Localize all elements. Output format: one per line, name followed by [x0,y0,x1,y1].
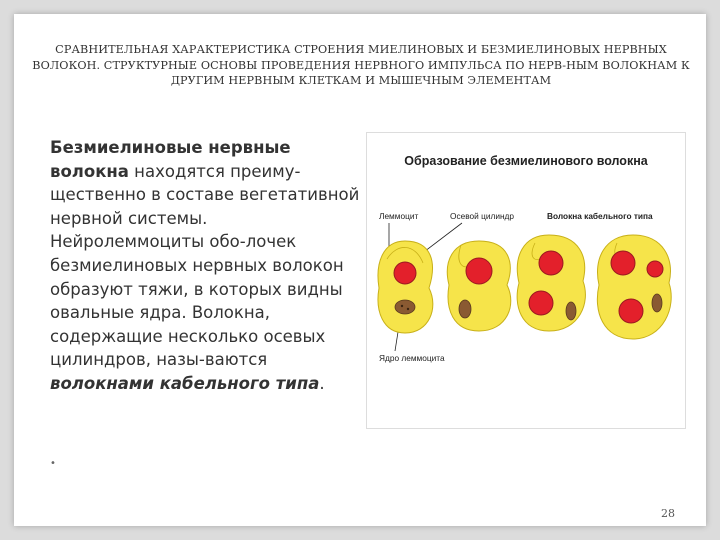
term-unmyelinated: Безмиелиновые нервные волокна [50,138,291,181]
paragraph-1 [50,136,360,230]
nucleus [652,294,662,312]
term-cable-fibers: волокнами кабельного типа [50,373,320,393]
nucleus [395,300,415,314]
paragraph-1-rest: находятся преиму-щественно в составе вегетативной нервной системы. [50,161,360,228]
label-lemmocyte-nucleus: Ядро леммоцита [379,353,445,363]
slide-title: СРАВНИТЕЛЬНАЯ ХАРАКТЕРИСТИКА СТРОЕНИЯ МИЕЛИНОВЫХ И БЕЗМИЕЛИНОВЫХ НЕРВНЫХ ВОЛОКОН. СТРУКТУРНЫЕ ОСНОВЫ ПРОВЕДЕНИЯ НЕРВНОГО ИМПУЛЬСА ПО НЕРВ-НЫМ ВОЛОКНАМ К ДРУГИМ НЕРВНЫМ КЛЕТКАМ И МЫШЕЧНЫМ ЭЛЕМЕНТАМ [32,43,690,87]
paragraph-2-start: Нейролеммоциты обо-лочек безмиелиновых нервных волокон образуют тяжи, в которых видны овальные ядра. Волокна, содержащие несколько осевых цилиндров, назы-ваются [50,232,344,370]
label-axial-cylinder: Осевой цилиндр [450,211,514,221]
figure-title: Образование безмиелинового волокна [404,154,648,168]
empty-bullet: • [50,458,56,469]
axon [539,251,563,275]
label-cable-fibers: Волокна кабельного типа [547,211,653,221]
axon [466,258,492,284]
body-text [50,136,360,396]
axon [611,251,635,275]
axon [529,291,553,315]
nucleus [566,302,576,320]
figure-panel [366,132,686,429]
page-number: 28 [661,507,675,520]
paragraph-2-end: . [319,373,325,393]
axon [647,261,663,277]
axon [394,262,416,284]
lemmocyte-cell-1 [378,241,433,333]
fiber-diagram [367,133,685,428]
lemmocyte-cell-2 [447,241,510,331]
lemmocyte-cell-3 [517,235,585,331]
paragraph-2 [50,230,360,395]
nucleus [459,300,471,318]
lemmocyte-cell-4 [597,235,671,339]
axon [619,299,643,323]
label-lemmocyte: Леммоцит [379,211,419,221]
